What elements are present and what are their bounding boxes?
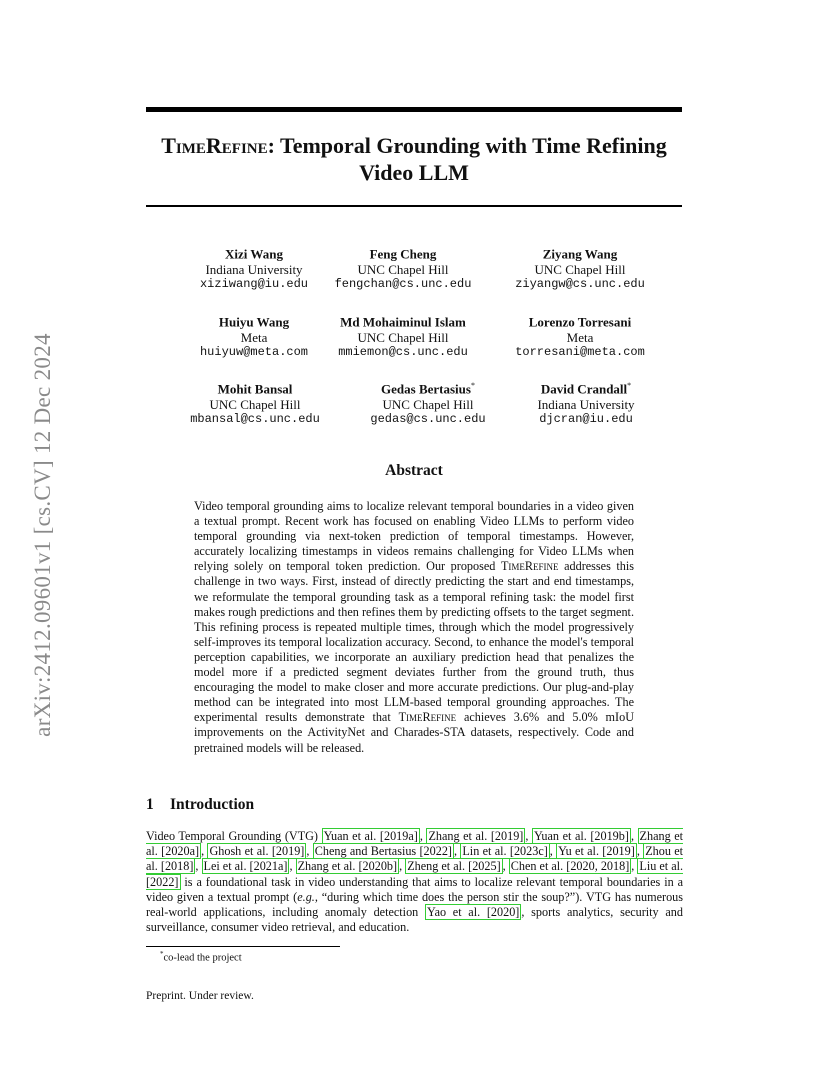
author-email: djcran@iu.edu xyxy=(539,412,633,427)
author-email: xiziwang@iu.edu xyxy=(199,277,309,292)
author-affiliation: UNC Chapel Hill xyxy=(209,396,301,412)
author-affiliation: Indiana University xyxy=(537,396,635,412)
author-block xyxy=(313,311,493,361)
author-name: Mohit Bansal xyxy=(217,381,293,397)
author-affiliation: Meta xyxy=(566,329,594,345)
author-email: fengchan@cs.unc.edu xyxy=(334,277,472,292)
citation-link[interactable]: Yao et al. [2020] xyxy=(426,905,520,920)
author-block xyxy=(490,311,670,361)
arxiv-stamp xyxy=(28,285,58,785)
author-email: ziyangw@cs.unc.edu xyxy=(515,277,645,292)
title-rest: : Temporal Grounding with Time Refining Video LLM xyxy=(267,133,667,185)
footnote-text: co-lead the project xyxy=(163,952,242,964)
method-name: TimeRefine xyxy=(161,133,268,158)
method-name: TimeRefine xyxy=(398,710,457,725)
method-name: TimeRefine xyxy=(500,559,559,574)
author-affiliation: UNC Chapel Hill xyxy=(382,396,474,412)
author-block xyxy=(496,378,676,428)
section-number: 1 xyxy=(146,796,154,813)
citation-link[interactable]: Chen et al. [2020, 2018] xyxy=(510,859,630,874)
author-name: Xizi Wang xyxy=(225,246,283,262)
footnote xyxy=(160,950,242,964)
citation-link[interactable]: Liu et al. [2022] xyxy=(146,859,684,889)
citation-link[interactable]: Zhang et al. [2019] xyxy=(428,829,524,843)
citation-link[interactable]: Cheng and Bertasius [2022] xyxy=(314,844,452,859)
citation-link[interactable]: Zhang et al. [2020a] xyxy=(146,829,684,859)
author-block xyxy=(165,378,345,428)
footnote-mark: * xyxy=(160,950,164,958)
author-name: David Crandall* xyxy=(540,381,632,397)
author-email: mbansal@cs.unc.edu xyxy=(190,412,320,427)
author-affiliation: Meta xyxy=(240,329,268,345)
author-email: huiyuw@meta.com xyxy=(199,345,309,360)
author-email: mmiemon@cs.unc.edu xyxy=(338,345,468,360)
author-block xyxy=(490,243,670,293)
introduction-paragraph: Video Temporal Grounding (VTG) Yuan et al. [2019a] , Zhang et al. [2019] , Yuan et al. [2019b] , Zhang et al. [2020a] , Ghosh et al. [2019] , Cheng and Bertasius [2022] , Lin et al. [2023c] , Yu et al. [2019] , Zhou et al. [2018] , Lei et al. [2021a] , Zhang et al. [2020b] , Zheng et al. [2025] , Chen et al. [2020, 2018] , Liu et al. [2022] is a foundational task in video understanding that aims to localize relevant temporal boundaries in a video given a textual prompt (e.g., “during which time does the person stir the soup?”). VTG has numerous real-world applications, including anomaly detection Yao et al. [2020] , sports analytics, security and surveillance, consumer video retrieval, and education. xyxy=(146,829,684,935)
author-email: torresani@meta.com xyxy=(515,345,645,360)
section-title-text: Introduction xyxy=(170,796,255,813)
section-heading xyxy=(146,796,254,814)
citation-link[interactable]: Yuan et al. [2019a] xyxy=(323,829,418,843)
citation-link[interactable]: Yu et al. [2019] xyxy=(558,844,635,859)
title-top-rule xyxy=(146,107,682,112)
citation-link[interactable]: Lin et al. [2023c] xyxy=(462,844,548,859)
author-name: Lorenzo Torresani xyxy=(528,314,632,330)
citation-link[interactable]: Ghosh et al. [2019] xyxy=(209,844,305,859)
author-email: gedas@cs.unc.edu xyxy=(370,412,486,427)
author-name: Md Mohaiminul Islam xyxy=(340,314,466,330)
title-bottom-rule xyxy=(146,205,682,207)
author-affiliation: UNC Chapel Hill xyxy=(534,261,626,277)
author-name: Feng Cheng xyxy=(369,246,437,262)
paper-title xyxy=(146,132,682,186)
abstract-text: Video temporal grounding aims to localize relevant temporal boundaries in a video given a textual prompt. Recent work has focused on enabling Video LLMs to perform video temporal grounding via next-token prediction of temporal timestamps. However, accurately localizing timestamps in videos remains challenging for Video LLMs when relying solely on temporal token prediction. Our proposed TimeRefine addresses this challenge in two ways. First, instead of directly predicting the start and end timestamps, we reformulate the temporal grounding task as a temporal refining task: the model first makes rough predictions and then refines them by predicting offsets to the target segment. This refining process is repeated multiple times, through which the model progressively self-improves its temporal localization accuracy. Second, to enhance the model's temporal perception capabilities, we incorporate an auxiliary prediction head that penalizes the model more if a predicted segment deviates further from the ground truth, thus encouraging the model to make closer and more accurate predictions. Our plug-and-play method can be integrated into most LLM-based temporal grounding approaches. The experimental results demonstrate that TimeRefine achieves 3.6% and 5.0% mIoU improvements on the ActivityNet and Charades-STA datasets, respectively. Code and pretrained models will be released. xyxy=(194,499,635,755)
author-block xyxy=(338,378,518,428)
citation-link[interactable]: Yuan et al. [2019b] xyxy=(533,829,629,843)
author-name: Huiyu Wang xyxy=(218,314,290,330)
author-affiliation: Indiana University xyxy=(205,261,303,277)
author-affiliation: UNC Chapel Hill xyxy=(357,329,449,345)
citation-link[interactable]: Zhou et al. [2018] xyxy=(146,844,684,874)
preprint-notice: Preprint. Under review. xyxy=(146,990,254,1002)
arxiv-identifier: arXiv:2412.09601v1 [cs.CV] 12 Dec 2024 xyxy=(30,333,55,737)
citation-link[interactable]: Zheng et al. [2025] xyxy=(407,859,501,874)
author-name: Gedas Bertasius* xyxy=(381,381,475,397)
author-affiliation: UNC Chapel Hill xyxy=(357,261,449,277)
author-block xyxy=(313,243,493,293)
author-name: Ziyang Wang xyxy=(542,246,618,262)
abstract-heading: Abstract xyxy=(385,462,443,479)
footnote-rule xyxy=(146,946,340,947)
citation-link[interactable]: Zhang et al. [2020b] xyxy=(297,859,398,874)
citation-link[interactable]: Lei et al. [2021a] xyxy=(203,859,288,874)
